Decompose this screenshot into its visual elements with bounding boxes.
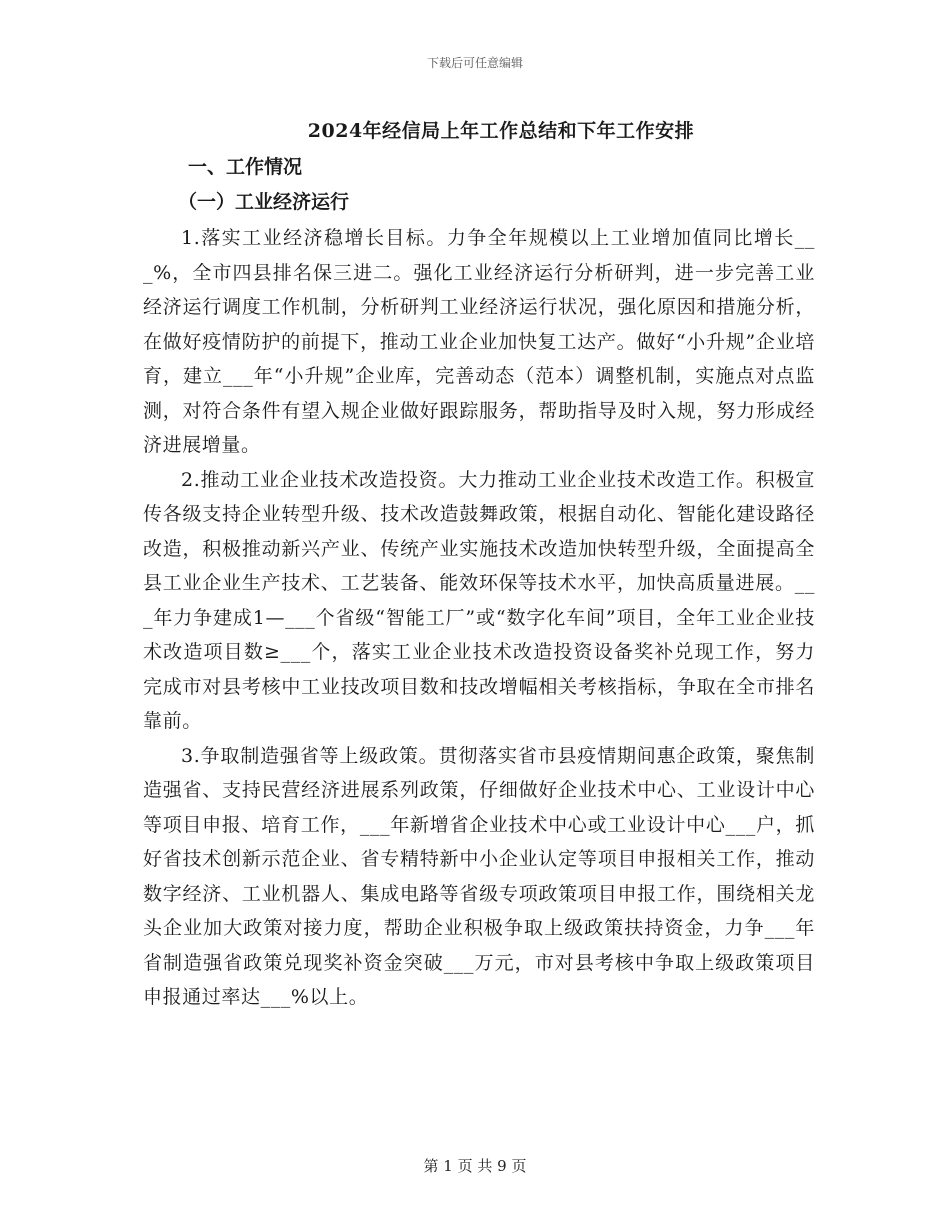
subsection-heading: （一）工业经济运行 xyxy=(178,191,350,213)
page-header-note: 下载后可任意编辑 xyxy=(426,56,523,70)
page-number: 第 1 页 共 9 页 xyxy=(423,1157,527,1175)
body-paragraph: 1.落实工业经济稳增长目标。力争全年规模以上工业增加值同比增长___%，全市四县排名保三进二。强化工业经济运行分析研判，进一步完善工业经济运行调度工作机制，分析研判工业经济运行状况，强化原因和措施分析，在做好疫情防护的前提下，推动工业企业加快复工达产。做好“小升规”企业培育，建立___年“小升规”企业库，完善动态（范本）调整机制，实施点对点监测，对符合条件有望入规企业做好跟踪服务，帮助指导及时入规，努力形成经济进展增量。 xyxy=(143,227,815,456)
body-paragraph: 2.推动工业企业技术改造投资。大力推动工业企业技术改造工作。积极宣传各级支持企业转型升级、技术改造鼓舞政策，根据自动化、智能化建设路径改造，积极推动新兴产业、传统产业实施技术改造加快转型升级，全面提高全县工业企业生产技术、工艺装备、能效环保等技术水平，加快高质量进展。___年力争建成1—___个省级“智能工厂”或“数字化车间”项目，全年工业企业技术改造项目数≥___个，落实工业企业技术改造投资设备奖补兑现工作，努力完成市对县考核中工业技改项目数和技改增幅相关考核指标，争取在全市排名靠前。 xyxy=(143,468,815,732)
document-body xyxy=(143,221,815,1015)
body-paragraph: 3.争取制造强省等上级政策。贯彻落实省市县疫情期间惠企政策，聚焦制造强省、支持民营经济进展系列政策，仔细做好企业技术中心、工业设计中心等项目申报、培育工作，___年新增省企业技术中心或工业设计中心___户，抓好省技术创新示范企业、省专精特新中小企业认定等项目申报相关工作，推动数字经济、工业机器人、集成电路等省级专项政策项目申报工作，围绕相关龙头企业加大政策对接力度，帮助企业积极争取上级政策扶持资金，力争___年省制造强省政策兑现奖补资金突破___万元，市对县考核中争取上级政策项目申报通过率达___%以上。 xyxy=(143,744,815,1008)
document-title: 2024年经信局上年工作总结和下年工作安排 xyxy=(307,120,695,142)
section-heading: 一、工作情况 xyxy=(188,156,303,178)
